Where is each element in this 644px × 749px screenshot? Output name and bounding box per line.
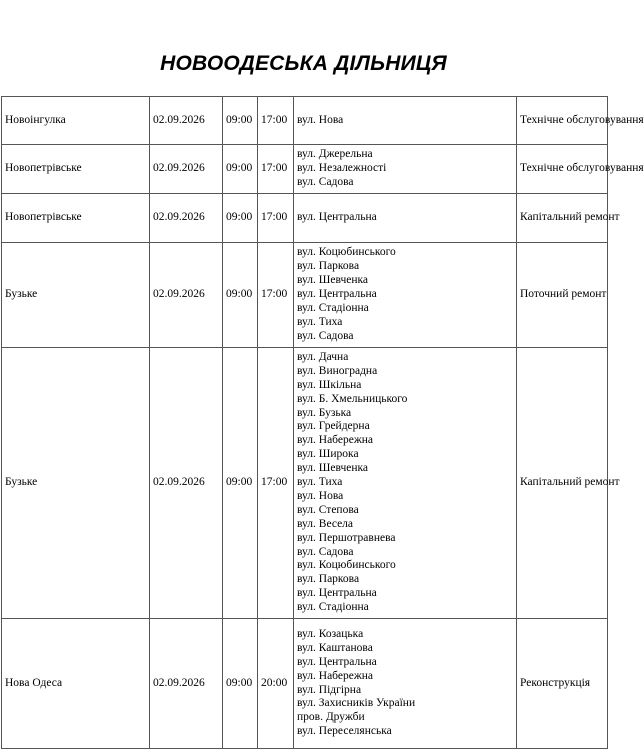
street-name: вул. Шевченка	[297, 462, 369, 475]
street-name: вул. Стадіонна	[297, 601, 369, 614]
street-name: вул. Б. Хмельницького	[297, 392, 408, 405]
start-time-cell: 09:00	[223, 243, 258, 348]
table-row	[2, 619, 608, 749]
table-body	[2, 97, 644, 749]
street-name: вул. Стадіонна	[297, 301, 369, 314]
date-cell: 02.09.2026	[150, 194, 223, 243]
street-name: вул. Незалежності	[297, 162, 387, 175]
street-name: вул. Центральна	[297, 655, 377, 668]
street-name: вул. Переселянська	[297, 725, 392, 738]
street-name: вул. Паркова	[297, 260, 360, 273]
street-name: вул. Паркова	[297, 573, 360, 586]
street-name: вул. Садова	[297, 175, 354, 188]
street-name: вул. Шкільна	[297, 378, 362, 391]
street-name: вул. Набережна	[297, 669, 374, 682]
page-title: НОВООДЕСЬКА ДІЛЬНИЦЯ	[160, 52, 447, 75]
settlement-cell: Новопетрівське	[2, 145, 150, 194]
end-time-cell: 17:00	[258, 243, 294, 348]
start-time-cell: 09:00	[223, 97, 258, 145]
table-row	[2, 97, 608, 145]
table-row	[2, 145, 608, 194]
end-time-cell: 17:00	[258, 97, 294, 145]
street-name: вул. Тиха	[297, 476, 343, 489]
street-name: вул. Першотравнева	[297, 531, 396, 544]
work-type-cell: Капітальний ремонт	[517, 194, 608, 243]
street-name: вул. Степова	[297, 503, 359, 516]
street-name: вул. Садова	[297, 545, 354, 558]
street-name: вул. Каштанова	[297, 641, 373, 654]
table-row	[2, 243, 608, 348]
settlement-cell: Бузьке	[2, 348, 150, 619]
date-cell: 02.09.2026	[150, 619, 223, 749]
start-time-cell: 09:00	[223, 348, 258, 619]
settlement-cell: Новоінгулка	[2, 97, 150, 145]
end-time-cell: 20:00	[258, 619, 294, 749]
table-row	[2, 348, 608, 619]
street-name: вул. Дачна	[297, 350, 349, 363]
street-name: вул. Широка	[297, 448, 359, 461]
street-name: вул. Нова	[297, 489, 344, 502]
street-name: вул. Грейдерна	[297, 420, 370, 433]
streets-cell	[294, 619, 517, 749]
date-cell: 02.09.2026	[150, 243, 223, 348]
outage-schedule-table	[1, 96, 644, 749]
end-time-cell: 17:00	[258, 145, 294, 194]
street-name: вул. Козацька	[297, 627, 364, 640]
settlement-cell: Нова Одеса	[2, 619, 150, 749]
date-cell: 02.09.2026	[150, 97, 223, 145]
street-name: вул. Центральна	[297, 288, 377, 301]
date-cell: 02.09.2026	[150, 348, 223, 619]
start-time-cell: 09:00	[223, 619, 258, 749]
settlement-cell: Бузьке	[2, 243, 150, 348]
work-type-cell: Технічне обслуговування	[517, 145, 608, 194]
street-name: вул. Шевченка	[297, 274, 369, 287]
street-name: вул. Центральна	[297, 587, 377, 600]
street-name: вул. Садова	[297, 329, 354, 342]
work-type-cell: Технічне обслуговування	[517, 97, 608, 145]
street-name: вул. Центральна	[297, 211, 377, 224]
street-name: вул. Коцюбинського	[297, 559, 396, 572]
date-cell: 02.09.2026	[150, 145, 223, 194]
street-name: вул. Нова	[297, 113, 344, 126]
street-name: вул. Тиха	[297, 315, 343, 328]
end-time-cell: 17:00	[258, 194, 294, 243]
street-name: вул. Набережна	[297, 434, 374, 447]
table-row	[2, 194, 608, 243]
street-name: вул. Захисників України	[297, 697, 416, 710]
work-type-cell: Поточний ремонт	[517, 243, 608, 348]
street-name: вул. Коцюбинського	[297, 246, 396, 259]
street-name: вул. Бузька	[297, 406, 352, 419]
work-type-cell: Капітальний ремонт	[517, 348, 608, 619]
street-name: вул. Весела	[297, 517, 354, 530]
settlement-cell: Новопетрівське	[2, 194, 150, 243]
end-time-cell: 17:00	[258, 348, 294, 619]
start-time-cell: 09:00	[223, 145, 258, 194]
start-time-cell: 09:00	[223, 194, 258, 243]
streets-cell	[294, 145, 517, 194]
streets-cell	[294, 243, 517, 348]
streets-cell	[294, 194, 517, 243]
streets-cell	[294, 348, 517, 619]
streets-cell	[294, 97, 517, 145]
work-type-cell: Реконструкція	[517, 619, 608, 749]
street-name: вул. Підгірна	[297, 683, 362, 696]
street-name: пров. Дружби	[297, 711, 365, 724]
street-name: вул. Джерельна	[297, 148, 373, 161]
street-name: вул. Виноградна	[297, 364, 378, 377]
